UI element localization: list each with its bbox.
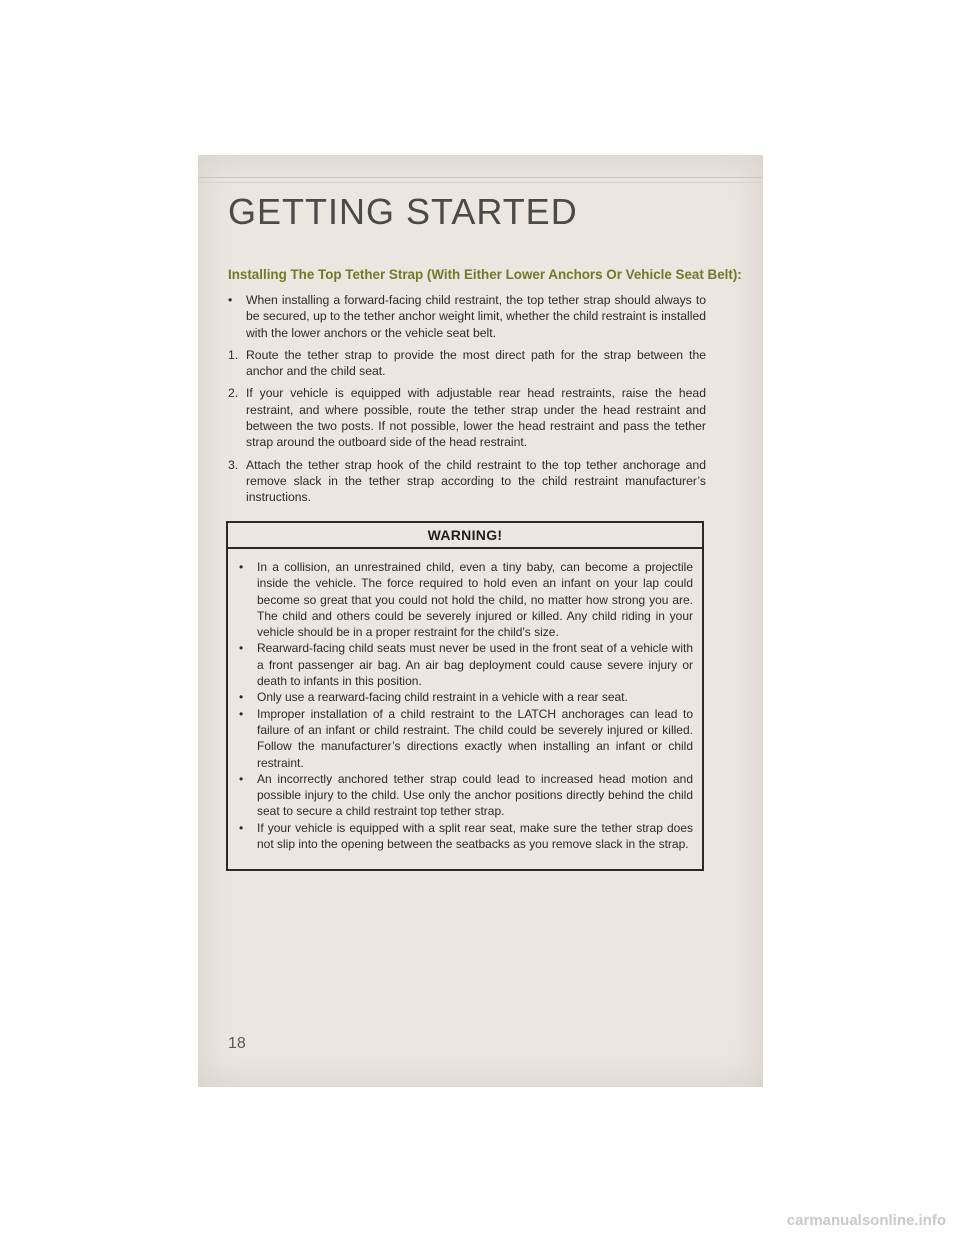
warning-item	[239, 706, 693, 771]
bullet-marker: •	[239, 560, 244, 574]
bullet-marker: •	[228, 293, 233, 307]
section-title: GETTING STARTED	[228, 191, 578, 232]
step-text: Attach the tether strap hook of the child restraint to the top tether anchorage and remove slack in the tether strap according to the child restraint manufacturer’s instructions.	[246, 457, 706, 505]
header-rule	[198, 177, 763, 178]
watermark: carmanualsonline.info	[786, 1212, 946, 1229]
intro-bullet	[228, 292, 706, 341]
manual-page	[198, 155, 763, 1087]
warning-title: WARNING!	[228, 523, 702, 549]
step-number: 1.	[228, 347, 239, 362]
bullet-marker: •	[239, 820, 244, 835]
step-number: 2.	[228, 386, 239, 401]
warning-item-text: Rearward-facing child seats must never be used in the front seat of a vehicle with a front passenger air bag. An air bag deployment could cause severe injury or death to infants in this position.	[257, 641, 693, 689]
warning-item	[239, 771, 693, 820]
header-rule-secondary	[198, 182, 763, 183]
bullet-marker: •	[239, 706, 244, 721]
page-number: 18	[228, 1035, 246, 1052]
warning-item	[239, 640, 693, 689]
warning-item	[239, 689, 693, 705]
warning-list	[228, 549, 702, 852]
subsection-heading: Installing The Top Tether Strap (With Either Lower Anchors Or Vehicle Seat Belt):	[228, 267, 742, 282]
step-text: If your vehicle is equipped with adjustable rear head restraints, raise the head restraint, and where possible, route the tether strap under the head restraint and between the two posts. If not possible, lower the head restraint and pass the tether strap around the outboard side of the head restraint.	[246, 386, 706, 450]
warning-box	[226, 521, 704, 871]
step-2	[228, 385, 706, 450]
bullet-marker: •	[239, 641, 244, 656]
step-3	[228, 457, 706, 506]
warning-item-text: If your vehicle is equipped with a split rear seat, make sure the tether strap does not slip into the opening between the seatbacks as you remove slack in the strap.	[257, 820, 693, 852]
warning-item-text: An incorrectly anchored tether strap could lead to increased head motion and possible injury to the child. Use only the anchor positions directly behind the child seat to secure a child restraint top tether strap.	[257, 771, 693, 819]
instructions-body	[228, 292, 706, 512]
warning-item-text: Only use a rearward-facing child restraint in a vehicle with a rear seat.	[257, 690, 628, 705]
warning-item	[239, 559, 693, 640]
warning-item	[239, 820, 693, 853]
intro-bullet-text: When installing a forward-facing child restraint, the top tether strap should always to be secured, up to the tether anchor weight limit, whether the child restraint is installed with the lower anchors or the vehicle seat belt.	[246, 293, 706, 340]
bullet-marker: •	[239, 690, 244, 705]
step-text: Route the tether strap to provide the most direct path for the strap between the anchor and the child seat.	[246, 347, 706, 379]
step-1	[228, 347, 706, 380]
warning-item-text: Improper installation of a child restraint to the LATCH anchorages can lead to failure of an infant or child restraint. The child could be severely injured or killed. Follow the manufacturer’s directions exactly when installing an infant or child restraint.	[257, 706, 693, 770]
step-number: 3.	[228, 457, 239, 472]
bullet-marker: •	[239, 771, 244, 786]
warning-item-text: In a collision, an unrestrained child, even a tiny baby, can become a projectile inside the vehicle. The force required to hold even an infant on your lap could become so great that you could not hold the child, no matter how strong you are. The child and others could be severely injured or killed. Any child riding in your vehicle should be in a proper restraint for the child's size.	[257, 560, 693, 640]
